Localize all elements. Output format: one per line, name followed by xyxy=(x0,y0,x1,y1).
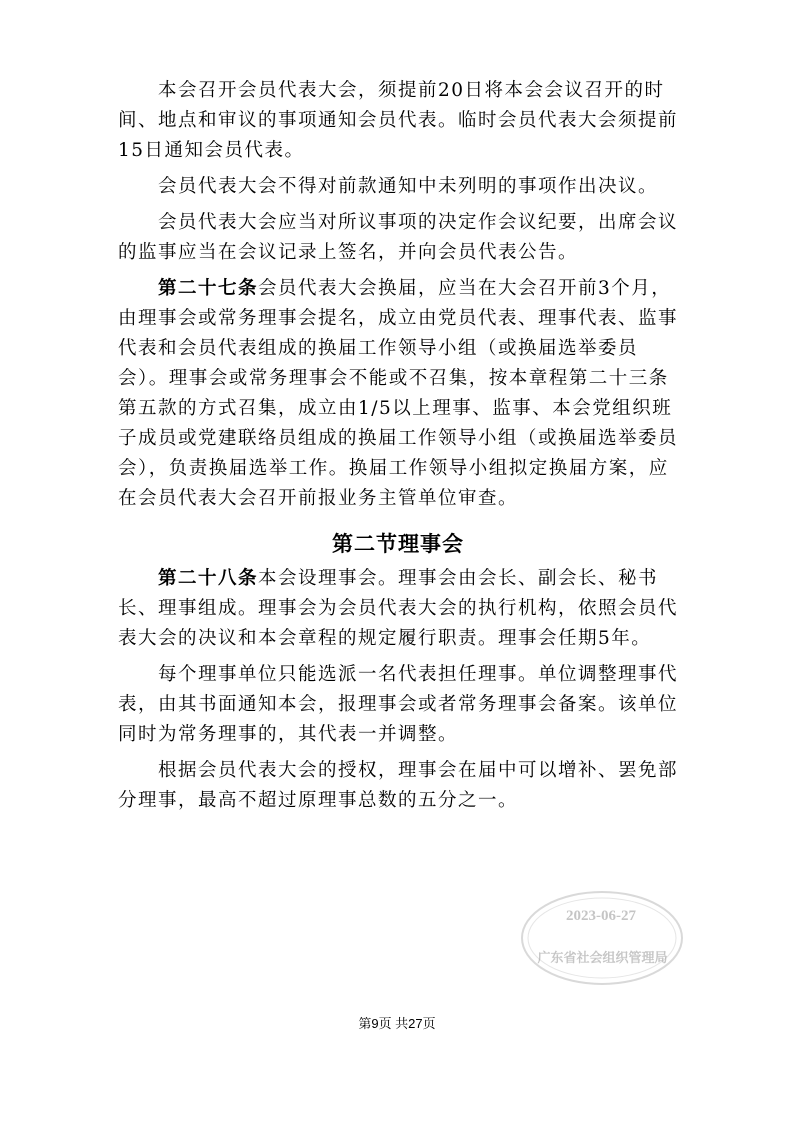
paragraph-meeting-notice: 本会召开会员代表大会，须提前20日将本会会议召开的时间、地点和审议的事项通知会员代表。临时会员代表大会须提前15日通知会员代表。 xyxy=(118,80,679,161)
document-body xyxy=(118,76,678,816)
paragraph-no-resolution: 会员代表大会不得对前款通知中未列明的事项作出决议。 xyxy=(118,176,659,197)
article-27 xyxy=(118,274,678,514)
page-number: 第9页 共27页 xyxy=(358,1016,436,1031)
paragraph-meeting-minutes: 会员代表大会应当对所议事项的决定作会议纪要，出席会议的监事应当在会议记录上签名，并向会员代表公告。 xyxy=(118,212,679,263)
section-title: 第二节理事会 xyxy=(332,532,464,556)
article-28-term: 第二十八条 xyxy=(158,568,259,589)
seal-organization: 广东省社会组织管理局 xyxy=(537,951,668,966)
paragraph-director-representative: 每个理事单位只能选派一名代表担任理事。单位调整理事代表，由其书面通知本会，报理事会或者常务理事会备案。该单位同时为常务理事的，其代表一并调整。 xyxy=(118,664,679,745)
article-27-term: 第二十七条 xyxy=(158,278,259,299)
article-28-text: 本会设理事会。理事会由会长、副会长、秘书长、理事组成。理事会为会员代表大会的执行机构，依照会员代表大会的决议和本会章程的规定履行职责。理事会任期5年。 xyxy=(118,568,679,649)
article-28 xyxy=(118,564,678,654)
article-27-text: 会员代表大会换届，应当在大会召开前3个月，由理事会或常务理事会提名，成立由党员代表、理事代表、监事代表和会员代表组成的换届工作领导小组（或换届选举委员会）。理事会或常务理事会不能或不召集，按本章程第二十三条第五款的方式召集，成立由1/5以上理事、监事、本会党组织班子成员或党建联络员组成的换届工作领导小组（或换届选举委员会），负责换届选举工作。换届工作领导小组拟定换届方案，应在会员代表大会召开前报业务主管单位审查。 xyxy=(118,278,679,509)
official-seal xyxy=(518,888,686,988)
seal-date: 2023-06-27 xyxy=(566,908,636,924)
paragraph-director-adjustment: 根据会员代表大会的授权，理事会在届中可以增补、罢免部分理事，最高不超过原理事总数的五分之一。 xyxy=(118,760,679,811)
